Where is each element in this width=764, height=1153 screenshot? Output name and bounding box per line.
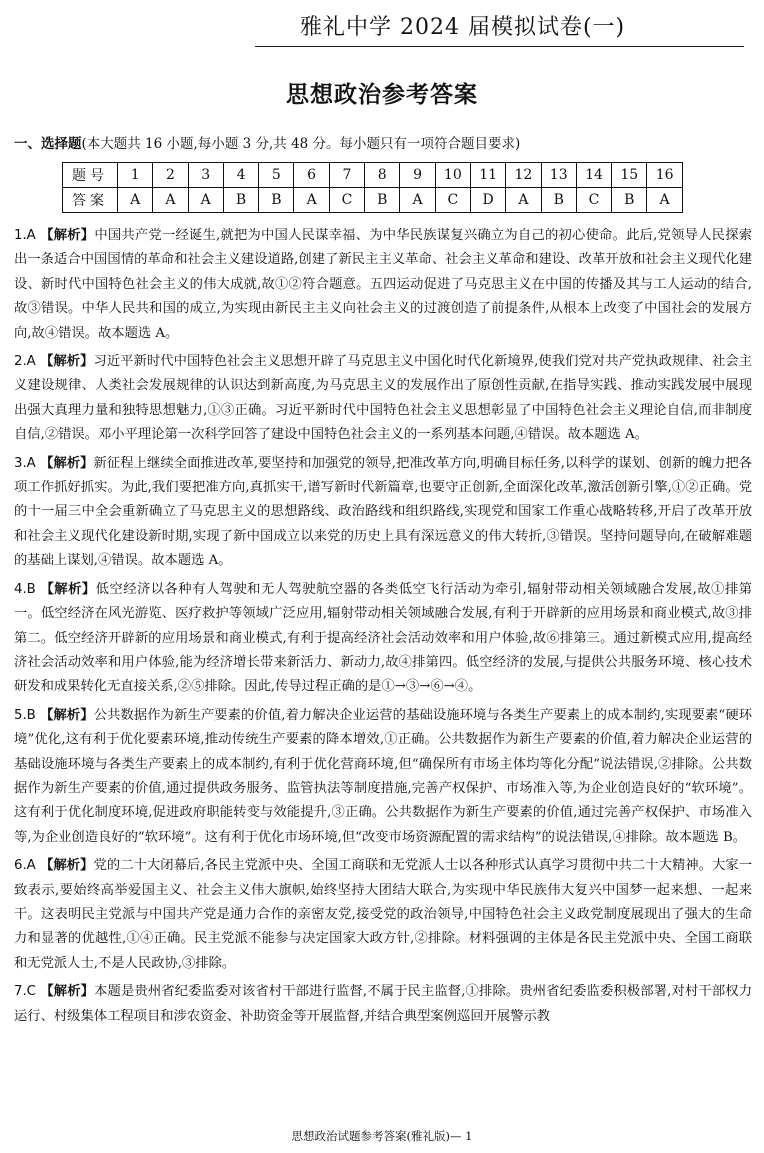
analysis-tag: 【解析】: [40, 581, 96, 597]
analysis-tag: 【解析】: [40, 228, 95, 243]
question-number-cell: 9: [400, 163, 435, 188]
question-number-cell: 8: [365, 163, 400, 188]
explanation-item: [14, 350, 752, 448]
question-number-cell: 7: [329, 163, 364, 188]
question-number-cell: 5: [259, 163, 294, 188]
explanation-text: 新征程上继续全面推进改革,要坚持和加强党的领导,把准改革方向,明确目标任务,以科学的谋划、创新的魄力把各项工作抓好抓实。为此,我们要把准方向,真抓实干,谱写新时代新篇章,也要守正创新,全面深化改革,激活创新引擎,①②正确。党的十一届三中全会重新确立了马克思主义的思想路线、政治路线和组织路线,实现党和国家工作重心战略转移,开启了改革开放和社会主义现代化建设新时期,实现了新中国成立以来党的历史上具有深远意义的伟大转折,③错误。坚持问题导向,在破解难题的基础上谋划,④错误。故本题选 A。: [14, 455, 753, 569]
explanation-item: [14, 854, 752, 976]
answer-cell: A: [188, 188, 223, 213]
answer-cell: D: [470, 188, 505, 213]
answer-cell: B: [259, 188, 294, 213]
analysis-tag: 【解析】: [40, 858, 94, 874]
page-footer: 思想政治试题参考答案(雅礼版)— 1: [291, 1129, 473, 1143]
row-label-number: 题号: [63, 163, 118, 188]
question-number-cell: 2: [153, 163, 188, 188]
answer-cell: B: [223, 188, 258, 213]
exam-title: 雅礼中学 2024 届模拟试卷(一): [300, 15, 626, 40]
question-number-cell: 12: [506, 163, 541, 188]
answer-table-answer-row: [63, 188, 683, 213]
answer-table: [62, 162, 683, 213]
explanation-item: [14, 224, 752, 346]
answer-cell: A: [400, 188, 435, 213]
question-answer: 5.B: [14, 707, 36, 723]
analysis-tag: 【解析】: [40, 984, 95, 1000]
explanation-text: 习近平新时代中国特色社会主义思想开辟了马克思主义中国化时代化新境界,使我们党对共产党执政规律、社会主义建设规律、人类社会发展规律的认识达到新高度,为马克思主义的发展作出了原创性贡献,在指导实践、推动实践发展中展现出强大真理力量和独特思想魅力,①③正确。习近平新时代中国特色社会主义思想彰显了中国特色社会主义理论自信,而非制度自信,②错误。邓小平理论第一次科学回答了建设中国特色社会主义的一系列基本问题,④错误。故本题选 A。: [14, 354, 753, 443]
section-note: (本大题共 16 小题,每小题 3 分,共 48 分。每小题只有一项符合题目要求): [81, 136, 521, 152]
explanations: [14, 224, 752, 1033]
answer-cell: A: [118, 188, 153, 213]
explanation-item: [14, 452, 752, 574]
analysis-tag: 【解析】: [40, 354, 94, 370]
explanation-text: 党的二十大闭幕后,各民主党派中央、全国工商联和无党派人士以各种形式认真学习贯彻中共二十大精神。大家一致表示,要始终高举爱国主义、社会主义伟大旗帜,始终坚持大团结大联合,为实现中华民族伟大复兴中国梦一起来想、一起来干。这表明民主党派与中国共产党是通力合作的亲密友党,接受党的政治领导,中国特色社会主义政党制度展现出了强大的生命力和显著的优越性,①④正确。民主党派不能参与决定国家大政方针,②排除。材料强调的主体是各民主党派中央、全国工商联和无党派人士,不是人民政协,③排除。: [14, 858, 753, 971]
explanation-item: [14, 704, 752, 850]
answer-cell: A: [506, 188, 541, 213]
question-answer: 7.C: [14, 984, 36, 1000]
question-number-cell: 4: [223, 163, 258, 188]
answer-cell: C: [435, 188, 470, 213]
question-answer: 1.A: [14, 228, 36, 243]
explanation-text: 低空经济以各种有人驾驶和无人驾驶航空器的各类低空飞行活动为牵引,辐射带动相关领域融合发展,故①排第一。低空经济在风光游览、医疗救护等领域广泛应用,辐射带动相关领域融合发展,有利于开辟新的应用场景和商业模式,故③排第二。低空经济开辟新的应用场景和商业模式,有利于提高经济社会活动效率和用户体验,故⑥排第三。通过新模式应用,提高经济社会活动效率和用户体验,能为经济增长带来新活力、新动力,故④排第四。低空经济的发展,与提供公共服务环境、核心技术研发和成果转化无直接关系,②⑤排除。因此,传导过程正确的是①→③→⑥→④。: [14, 581, 753, 695]
analysis-tag: 【解析】: [40, 707, 94, 723]
question-number-cell: 16: [647, 163, 682, 188]
question-answer: 6.A: [14, 858, 36, 874]
answer-table-number-row: [63, 163, 683, 188]
answer-cell: A: [647, 188, 682, 213]
explanation-text: 中国共产党一经诞生,就把为中国人民谋幸福、为中华民族谋复兴确立为自己的初心使命。此后,党领导人民探索出一条适合中国国情的革命和社会主义建设道路,创建了新民主主义革命、社会主义革命和建设、改革开放和社会主义现代化建设、新时代中国特色社会主义的伟大成就,故①②符合题意。五四运动促进了马克思主义在中国的传播及其与工人运动的结合,故③错误。中华人民共和国的成立,为实现由新民主主义向社会主义的过渡创造了前提条件,从根本上改变了中国社会的发展方向,故④错误。故本题选 A。: [14, 228, 753, 341]
section-label: 一、选择题: [14, 136, 82, 152]
explanation-item: [14, 578, 752, 700]
analysis-tag: 【解析】: [40, 455, 94, 471]
question-number-cell: 1: [118, 163, 153, 188]
question-number-cell: 10: [435, 163, 470, 188]
explanation-text: 公共数据作为新生产要素的价值,着力解决企业运营的基础设施环境与各类生产要素上的成本制约,实现要素“硬环境”优化,这有利于优化要素环境,推动传统生产要素的降本增效,①正确。公共数据作为新生产要素的价值,着力解决企业运营的基础设施环境与各类生产要素上的成本制约,有利于优化营商环境,但“确保所有市场主体均等化分配”说法错误,②排除。公共数据作为新生产要素的价值,通过提供政务服务、监管执法等制度措施,完善产权保护、市场准入等,为企业创造良好的“软环境”。这有利于优化制度环境,促进政府职能转变与效能提升,③正确。公共数据作为新生产要素的价值,通过完善产权保护、市场准入等,为企业创造良好的“软环境”。这有利于优化市场环境,但“改变市场资源配置的需求结构”的说法错误,④排除。故本题选 B。: [14, 707, 753, 845]
header-rule: [255, 46, 744, 47]
explanation-item: [14, 980, 752, 1029]
question-answer: 3.A: [14, 455, 36, 471]
answer-cell: B: [541, 188, 576, 213]
answer-cell: A: [153, 188, 188, 213]
question-number-cell: 6: [294, 163, 329, 188]
question-answer: 4.B: [14, 581, 36, 597]
answer-cell: A: [294, 188, 329, 213]
answer-cell: B: [612, 188, 647, 213]
question-number-cell: 13: [541, 163, 576, 188]
question-number-cell: 11: [470, 163, 505, 188]
explanation-text: 本题是贵州省纪委监委对该省村干部进行监督,不属于民主监督,①排除。贵州省纪委监委积极部署,对村干部权力运行、村级集体工程项目和涉农资金、补助资金等开展监督,并结合典型案例巡回开展警示教: [14, 984, 752, 1024]
row-label-answer: 答案: [63, 188, 118, 213]
question-number-cell: 3: [188, 163, 223, 188]
answer-cell: B: [365, 188, 400, 213]
question-answer: 2.A: [14, 354, 36, 370]
question-number-cell: 14: [576, 163, 611, 188]
answer-cell: C: [576, 188, 611, 213]
section-heading: [14, 132, 520, 152]
main-title: 思想政治参考答案: [286, 81, 478, 108]
answer-cell: C: [329, 188, 364, 213]
question-number-cell: 15: [612, 163, 647, 188]
